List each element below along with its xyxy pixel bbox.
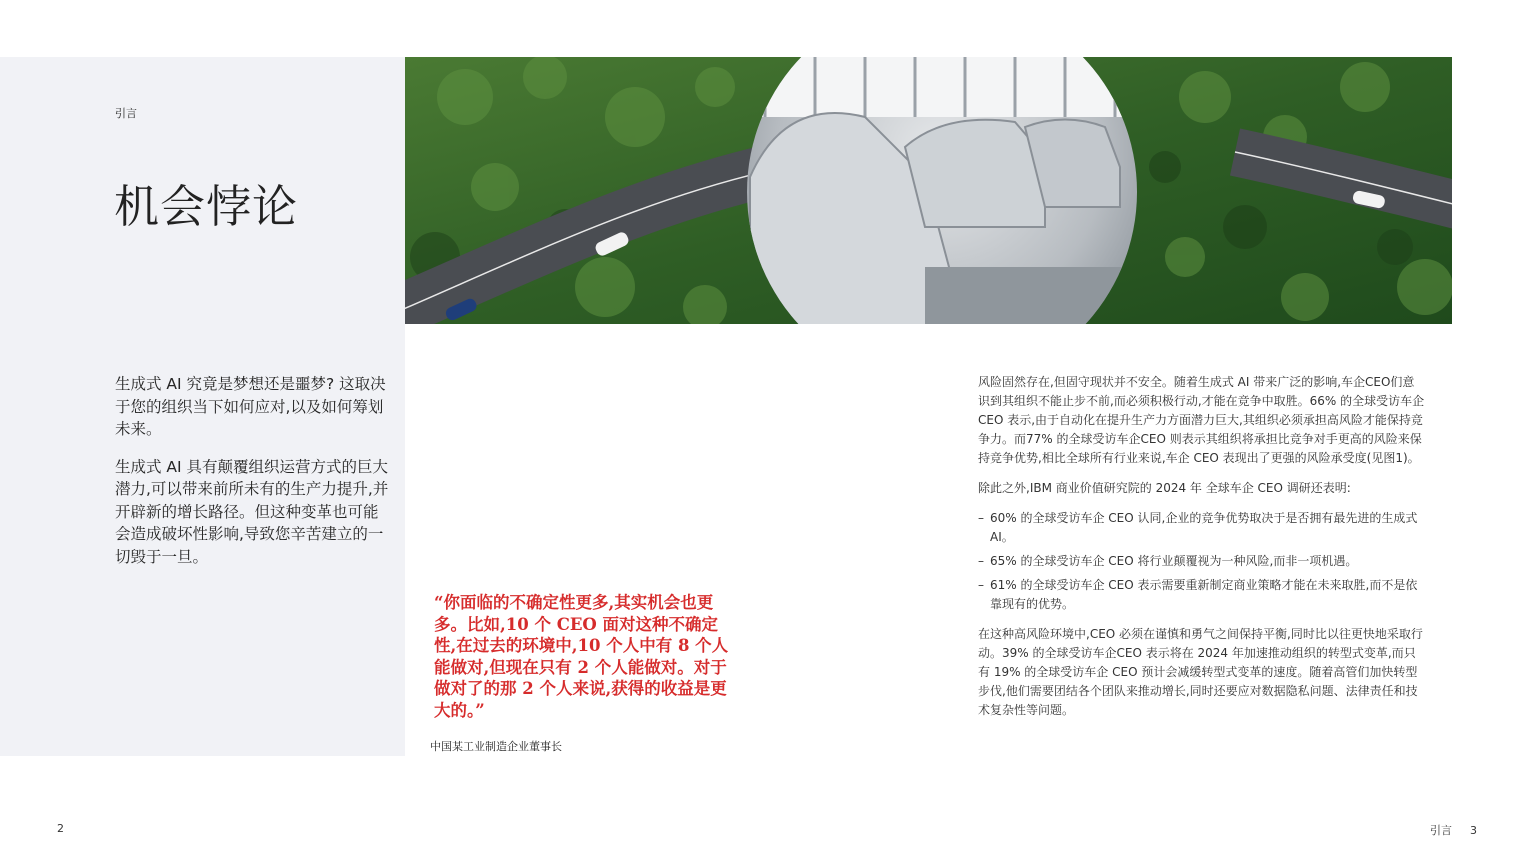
pull-quote: “你面临的不确定性更多,其实机会也更多。比如,10 个 CEO 面对这种不确定性,在过去的环境中,10 个人中有 8 个人能做对,但现在只有 2 个人能做对。对于做对了的那 2 个人来说,获得的收益是更大的。”: [434, 593, 729, 720]
intro-paragraph-1: 生成式 AI 究竟是梦想还是噩梦? 这取决于您的组织当下如何应对,以及如何筹划未来。: [115, 375, 386, 438]
forest-road-car-factory-image: [405, 57, 1452, 324]
page-number-right: 3: [1470, 824, 1477, 837]
findings-list: [978, 509, 1425, 614]
bullet-dash: –: [978, 511, 984, 525]
intro-paragraph-2: 生成式 AI 具有颠覆组织运营方式的巨大潜力,可以带来前所未有的生产力提升,并开辟新的增长路径。但这种变革也可能会造成破坏性影响,导致您辛苦建立的一切毁于一旦。: [115, 457, 389, 566]
body-column: [978, 373, 1425, 731]
page-number-left: 2: [57, 822, 64, 835]
list-item-text: 65% 的全球受访车企 CEO 将行业颠覆视为一种风险,而非一项机遇。: [990, 554, 1358, 568]
hero-image: [405, 57, 1452, 324]
list-item-text: 61% 的全球受访车企 CEO 表示需要重新制定商业策略才能在未来取胜,而不是依靠现有的优势。: [990, 578, 1418, 611]
list-item: [978, 576, 1425, 614]
list-item: [978, 509, 1425, 547]
bullet-dash: –: [978, 554, 984, 568]
footer-section-label: 引言: [1430, 824, 1452, 837]
quote-author: 中国某工业制造企业董事长: [430, 740, 562, 753]
section-label: 引言: [115, 107, 137, 120]
bullet-dash: –: [978, 578, 984, 592]
list-item: [978, 552, 1425, 571]
body-paragraph-2: 除此之外,IBM 商业价值研究院的 2024 年 全球车企 CEO 调研还表明:: [978, 481, 1351, 495]
intro-text: [115, 373, 390, 583]
list-item-text: 60% 的全球受访车企 CEO 认同,企业的竞争优势取决于是否拥有最先进的生成式AI。: [990, 511, 1418, 544]
footer-right: [1430, 822, 1477, 838]
body-paragraph-3: 在这种高风险环境中,CEO 必须在谨慎和勇气之间保持平衡,同时比以往更快地采取行动。39% 的全球受访车企CEO 表示将在 2024 年加速推动组织的转型式变革,而只有 19% 的全球受访车企 CEO 预计会减缓转型式变革的速度。随着高管们加快转型步伐,他们需要团结各个团队来推动增长,同时还要应对数据隐私问题、法律责任和技术复杂性等问题。: [978, 627, 1423, 717]
page-title: 机会悖论: [114, 180, 299, 233]
body-paragraph-1: 风险固然存在,但固守现状并不安全。随着生成式 AI 带来广泛的影响,车企CEO们意识到其组织不能止步不前,而必须积极行动,才能在竞争中取胜。66% 的全球受访车企CEO 表示,由于自动化在提升生产力方面潜力巨大,其组织必须承担高风险才能保持竞争力。而77% 的全球受访车企CEO 则表示其组织将承担比竞争对手更高的风险来保持竞争优势,相比全球所有行业来说,车企 CEO 表现出了更强的风险承受度(见图1)。: [978, 375, 1425, 465]
